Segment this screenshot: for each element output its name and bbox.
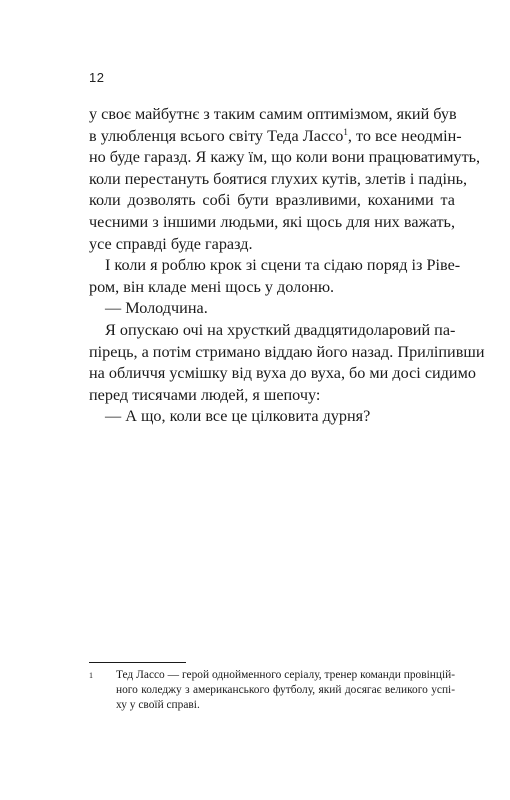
body-text	[89, 104, 485, 428]
dialogue-line: — А що, коли все це цілковита дурня?	[105, 407, 371, 426]
text-line: у своє майбутнє з таким самим оптимізмом, який був	[89, 105, 457, 123]
text-line: усе справді буде гаразд.	[89, 234, 253, 253]
text-line: Я опускаю очі на хрусткий двадцятидоларовий па-	[105, 320, 456, 339]
text-line: но буде гаразд. Я кажу їм, що коли вони працюватимуть,	[89, 148, 481, 167]
text-line: на обличчя усмішку від вуха до вуха, бо ми досі сидимо	[89, 364, 476, 383]
text-segment: в улюбленця всього світу Теда Лассо	[89, 126, 344, 145]
page-number: 12	[89, 70, 105, 85]
text-line: чесними з іншими людьми, які щось для них важать,	[89, 212, 455, 231]
footnote-divider	[89, 662, 186, 663]
text-line: коли дозволять собі бути вразливими, коханими та	[89, 191, 455, 210]
footnote-mark: 1	[89, 671, 93, 680]
text-line: коли перестануть боятися глухих кутів, злетів і падінь,	[89, 169, 468, 188]
text-line-with-footnote-ref	[89, 126, 462, 148]
text-line: ром, він кладе мені щось у долоню.	[89, 277, 335, 296]
footnote-text	[89, 668, 455, 713]
dialogue-line: — Молодчина.	[105, 299, 208, 318]
text-line: І коли я роблю крок зі сцени та сідаю поряд із Рівe-	[105, 256, 461, 275]
text-segment: , то все неодмін-	[347, 126, 462, 145]
text-line: перед тисячами людей, я шепочу:	[89, 385, 321, 404]
text-line: пірець, а потім стримано віддаю його назад. Приліпивши	[89, 342, 485, 361]
footnote-line: ного коледжу з американського футболу, який досягає великого успі-	[116, 684, 455, 696]
footnote	[89, 668, 455, 713]
footnote-line: ху у своїй справі.	[116, 699, 200, 711]
footnote-reference: 1	[343, 126, 348, 137]
footnote-line: Тед Лассо — герой однойменного серіалу, тренер команди провінцій-	[116, 669, 455, 681]
